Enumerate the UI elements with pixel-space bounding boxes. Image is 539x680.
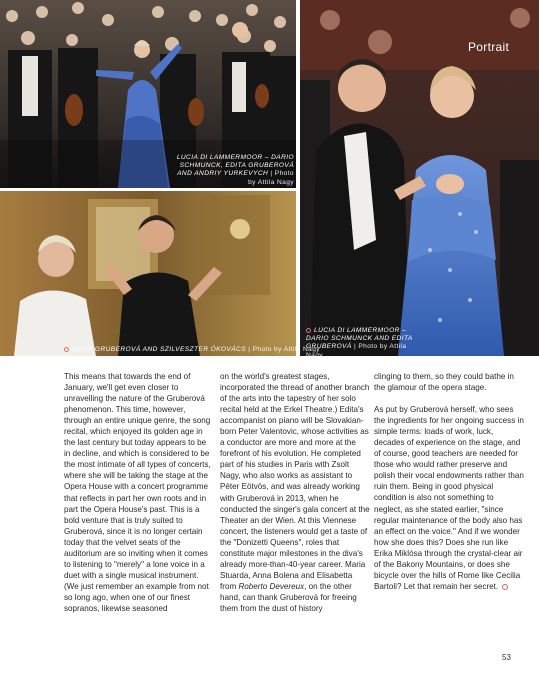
section-label: Portrait — [468, 40, 510, 54]
article-text: , on the other hand, can thank Gruberová for freeing them from the dust of history — [220, 581, 357, 613]
caption-top — [176, 154, 294, 187]
article-column-1 — [64, 371, 214, 625]
article-paragraph — [374, 404, 524, 592]
caption-top-credit: | Photo by Attila Nagy — [248, 170, 294, 186]
photo-duet-stage — [300, 0, 539, 359]
caption-right-credit: | Photo by Attila Nagy — [306, 343, 407, 359]
photo-stage-orchestra — [0, 0, 296, 188]
article-column-3 — [374, 371, 524, 603]
caption-right — [306, 327, 416, 360]
article-column-2 — [220, 371, 370, 625]
caption-bottom — [64, 346, 320, 354]
article-paragraph — [220, 371, 370, 614]
photo-two-people — [0, 191, 320, 356]
article-paragraph: This means that towards the end of January, we'll get even closer to unravelling the nature of the Gruberová phenomenon. This time, however, through an entire unique genre, the song recital, which enjoyed its golden age in the last century but today appears to be in decline, and which is considered to be the most intimate of all types of concerts, where she will be taking the stage at the Opera House with a concert programme that reflects in part her own roots and in part the Opera House's past. This is a bold venture that is truly suited to Gruberová, since it is no longer certain today that the velvet seats of the auditorium are so inviting when it comes to listening to "merely" a lone voice in a duet with a single musical instrument. (We just remember an example from not so long ago, when one of our finest sopranos, likewise seasoned — [64, 372, 211, 613]
caption-bullet-icon — [306, 328, 311, 333]
caption-right-title: LUCIA DI LAMMERMOOR – DARIO SCHMUNCK AND EDITA GRUBEROVÁ — [306, 327, 413, 351]
end-mark-icon — [502, 584, 508, 590]
article-paragraph: clinging to them, so they could bathe in the glamour of the opera stage. — [374, 372, 514, 393]
page-number: 53 — [502, 653, 511, 662]
caption-top-title: LUCIA DI LAMMERMOOR – DARIO SCHMUNCK, EDITA GRUBEROVÁ AND ANDRIY YURKEVYCH — [176, 154, 294, 178]
article-text: As put by Gruberová herself, who sees the ingredients for her ongoing success in simple terms: loads of work, luck, decades of experience on the stage, and of course, good teachers are needed for those who would rather preserve and polish their vocal endowments rather than ruin them. Being in good physical condition is also not something to neglect, as she stated earlier, "since regular maintenance of the body also has an effect on the voice." And if we wonder how she does this? Does she run like Erika Miklósa through the crystal-clear air of the Bakony Mountains, or does she bicycle over the hills of Rome like Cecilia Bartoli? Let that remain her secret. — [374, 405, 524, 591]
article-text: on the world's greatest stages, incorporated the thread of another branch of the arts into the tapestry of her solo recital held at the Erkel Theatre.) Edita's accompanist on piano will be Slovakian-born Peter Valentovic, whose activities as a conductor are more and more at the forefront of his evolution. He completed part of his studies in Paris with Zsolt Nagy, who also works as assistant to Péter Eötvös, and was already working with Gruberová in 2013, when he conducted the singer's gala concert at the Theater an der Wien. At this Viennese concert, the listeners would get a taste of the "Donizetti Queens", roles that constitute major milestones in the diva's already more-than-40-year career. Maria Stuarda, Anna Bolena and Elisabetta from — [220, 372, 370, 591]
caption-bottom-title: EDITA GRUBEROVÁ AND SZILVESZTER ÓKOVÁCS — [72, 346, 247, 353]
article-italic-title: Roberto Devereux — [238, 581, 305, 591]
caption-bullet-icon — [64, 347, 69, 352]
caption-bottom-credit: | Photo by Attila Nagy — [248, 346, 320, 353]
